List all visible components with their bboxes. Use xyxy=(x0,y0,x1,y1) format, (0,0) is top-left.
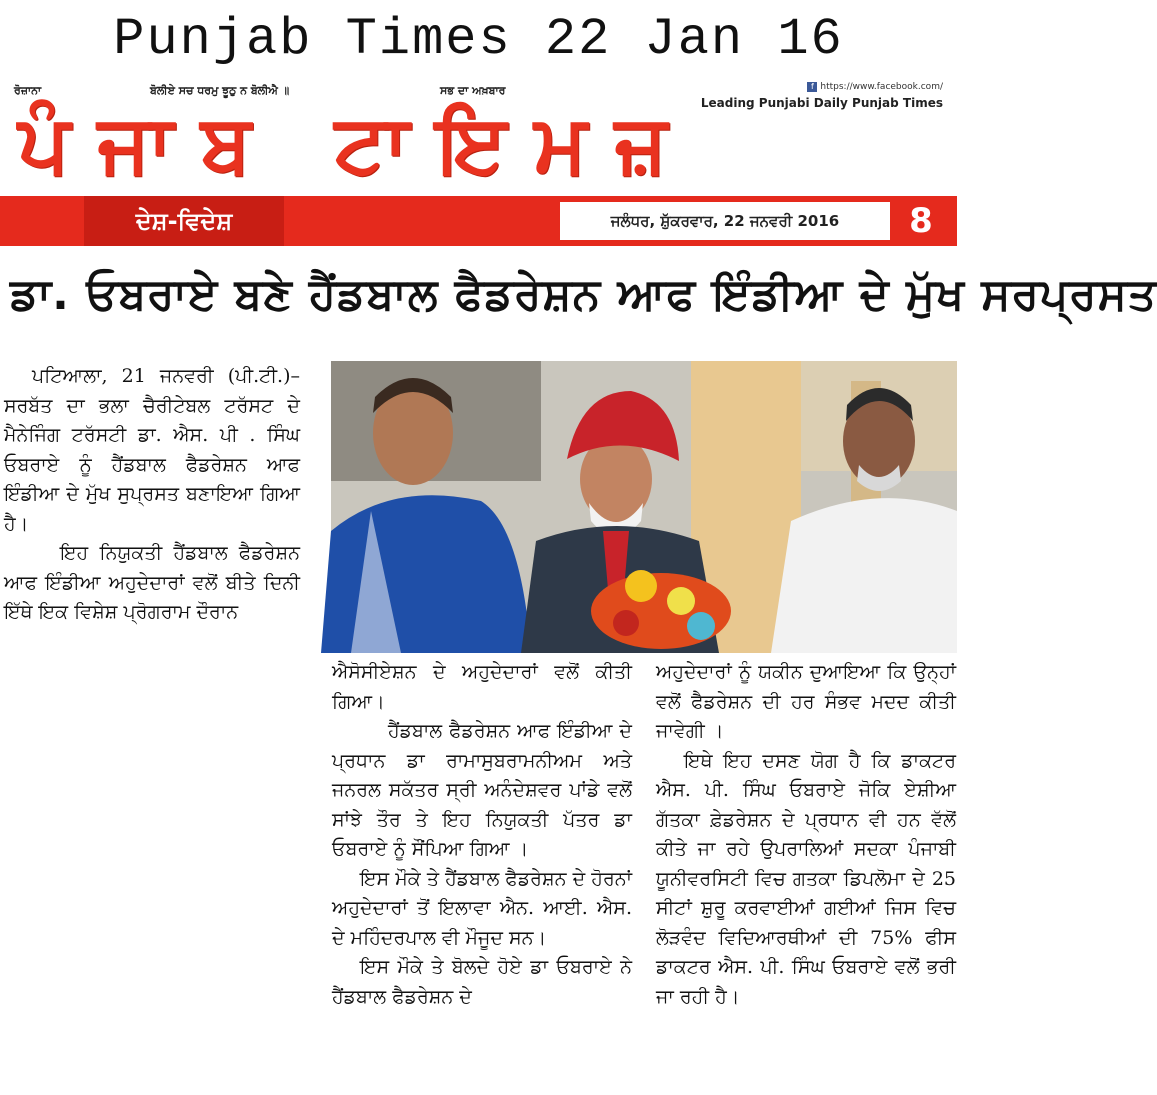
photo-illustration xyxy=(331,361,957,653)
article-photo xyxy=(331,361,957,653)
paragraph: ਪਟਿਆਲਾ, 21 ਜਨਵਰੀ (ਪੀ.ਟੀ.)–ਸਰਬੱਤ ਦਾ ਭਲਾ ਚੈਰੀਟੇਬਲ ਟਰੱਸਟ ਦੇ ਮੈਨੇਜਿੰਗ ਟਰੱਸਟੀ ਡਾ. ਐਸ. ਪੀ . ਸਿੰਘ ਓਬਰਾਏ ਨੂੰ ਹੈਂਡਬਾਲ ਫੈਡਰੇਸ਼ਨ ਆਫ ਇੰਡੀਆ ਦੇ ਮੁੱਖ ਸੁਪ੍ਰਸਤ ਬਣਾਇਆ ਗਿਆ ਹੈ। xyxy=(4,365,300,535)
masthead xyxy=(0,84,957,196)
article-column-3 xyxy=(656,658,956,1012)
masthead-tagline: ਸਭ ਦਾ ਅਖ਼ਬਾਰ xyxy=(440,84,506,97)
paragraph: ਅਹੁਦੇਦਾਰਾਂ ਨੂੰ ਯਕੀਨ ਦੁਆਇਆ ਕਿ ਉਨ੍ਹਾਂ ਵਲੋਂ ਫੈਡਰੇਸ਼ਨ ਦੀ ਹਰ ਸੰਭਵ ਮਦਦ ਕੀਤੀ ਜਾਵੇਗੀ । xyxy=(656,661,956,742)
article-column-2 xyxy=(332,658,632,1012)
facebook-link xyxy=(807,82,943,92)
section-band xyxy=(0,196,957,246)
page-number: 8 xyxy=(909,201,933,241)
facebook-icon: f xyxy=(807,82,817,92)
masthead-english-tagline: Leading Punjabi Daily Punjab Times xyxy=(700,96,943,110)
section-name: ਦੇਸ਼-ਵਿਦੇਸ਼ xyxy=(84,196,284,246)
masthead-daily-label: ਰੋਜ਼ਾਨਾ xyxy=(14,84,42,97)
paragraph: ਇਸ ਮੌਕੇ ਤੇ ਬੋਲਦੇ ਹੋਏ ਡਾ ਓਬਰਾਏ ਨੇ ਹੈਂਡਬਾਲ ਫੈਡਰੇਸ਼ਨ ਦੇ xyxy=(332,956,632,1008)
paragraph: ਹੈਂਡਬਾਲ ਫੈਡਰੇਸ਼ਨ ਆਫ ਇੰਡੀਆ ਦੇ ਪ੍ਰਧਾਨ ਡਾ ਰਾਮਾਸੁਬਰਾਮਨੀਅਮ ਅਤੇ ਜਨਰਲ ਸਕੱਤਰ ਸ੍ਰੀ ਅਨੰਦੇਸ਼ਵਰ ਪਾਂਡੇ ਵਲੋਂ ਸਾਂਝੇ ਤੌਰ ਤੇ ਇਹ ਨਿਯੁਕਤੀ ਪੱਤਰ ਡਾ ਓਬਰਾਏ ਨੂੰ ਸੌਂਪਿਆ ਗਿਆ । xyxy=(332,720,632,860)
page-caption: Punjab Times 22 Jan 16 xyxy=(113,10,844,69)
paragraph: ਐਸੋਸੀਏਸ਼ਨ ਦੇ ਅਹੁਦੇਦਾਰਾਂ ਵਲੋਂ ਕੀਤੀ ਗਿਆ। xyxy=(332,661,632,713)
masthead-motto: ਬੋਲੀਏ ਸਚ ਧਰਮੁ ਝੂਠੁ ਨ ਬੋਲੀਐ ॥ xyxy=(150,84,290,97)
paragraph: ਇਥੇ ਇਹ ਦਸਣ ਯੋਗ ਹੈ ਕਿ ਡਾਕਟਰ ਐਸ. ਪੀ. ਸਿੰਘ ਓਬਰਾਏ ਜੋਕਿ ਏਸ਼ੀਆ ਗੱਤਕਾ ਫ਼ੇਡਰੇਸ਼ਨ ਦੇ ਪ੍ਰਧਾਨ ਵੀ ਹਨ ਵੱਲੋਂ ਕੀਤੇ ਜਾ ਰਹੇ ਉਪਰਾਲਿਆਂ ਸਦਕਾ ਪੰਜਾਬੀ ਯੂਨੀਵਰਸਿਟੀ ਵਿਚ ਗਤਕਾ ਡਿਪਲੋਮਾ ਦੇ 25 ਸੀਟਾਂ ਸ਼ੁਰੂ ਕਰਵਾਈਆਂ ਗਈਆਂ ਜਿਸ ਵਿਚ ਲੋੜਵੰਦ ਵਿਦਿਆਰਥੀਆਂ ਦੀ 75% ਫੀਸ ਡਾਕਟਰ ਐਸ. ਪੀ. ਸਿੰਘ ਓਬਰਾਏ ਵਲੋਂ ਭਰੀ ਜਾ ਰਹੀ ਹੈ। xyxy=(656,749,956,1008)
issue-date: ਜਲੰਧਰ, ਸ਼ੁੱਕਰਵਾਰ, 22 ਜਨਵਰੀ 2016 xyxy=(560,202,890,240)
newspaper-logo: ਪੰਜਾਬ ਟਾਇਮਜ਼ xyxy=(18,97,695,190)
article-column-1 xyxy=(4,362,300,628)
facebook-url: https://www.facebook.com/ xyxy=(820,82,943,92)
paragraph: ਇਹ ਨਿਯੁਕਤੀ ਹੈਂਡਬਾਲ ਫੈਡਰੇਸ਼ਨ ਆਫ ਇੰਡੀਆ ਅਹੁਦੇਦਾਰਾਂ ਵਲੋਂ ਬੀਤੇ ਦਿਨੀ ਇੱਥੇ ਇਕ ਵਿਸ਼ੇਸ਼ ਪ੍ਰੋਗਰਾਮ ਦੌਰਾਨ xyxy=(4,542,300,623)
article-headline: ਡਾ. ਓਬਰਾਏ ਬਣੇ ਹੈਂਡਬਾਲ ਫੈਡਰੇਸ਼ਨ ਆਫ ਇੰਡੀਆ ਦੇ ਮੁੱਖ ਸਰਪ੍ਰਸਤ xyxy=(10,269,1157,320)
paragraph: ਇਸ ਮੌਕੇ ਤੇ ਹੈਂਡਬਾਲ ਫੈਡਰੇਸ਼ਨ ਦੇ ਹੋਰਨਾਂ ਅਹੁਦੇਦਾਰਾਂ ਤੋਂ ਇਲਾਵਾ ਐਨ. ਆਈ. ਐਸ. ਦੇ ਮਹਿੰਦਰਪਾਲ ਵੀ ਮੌਜੂਦ ਸਨ। xyxy=(332,867,632,949)
